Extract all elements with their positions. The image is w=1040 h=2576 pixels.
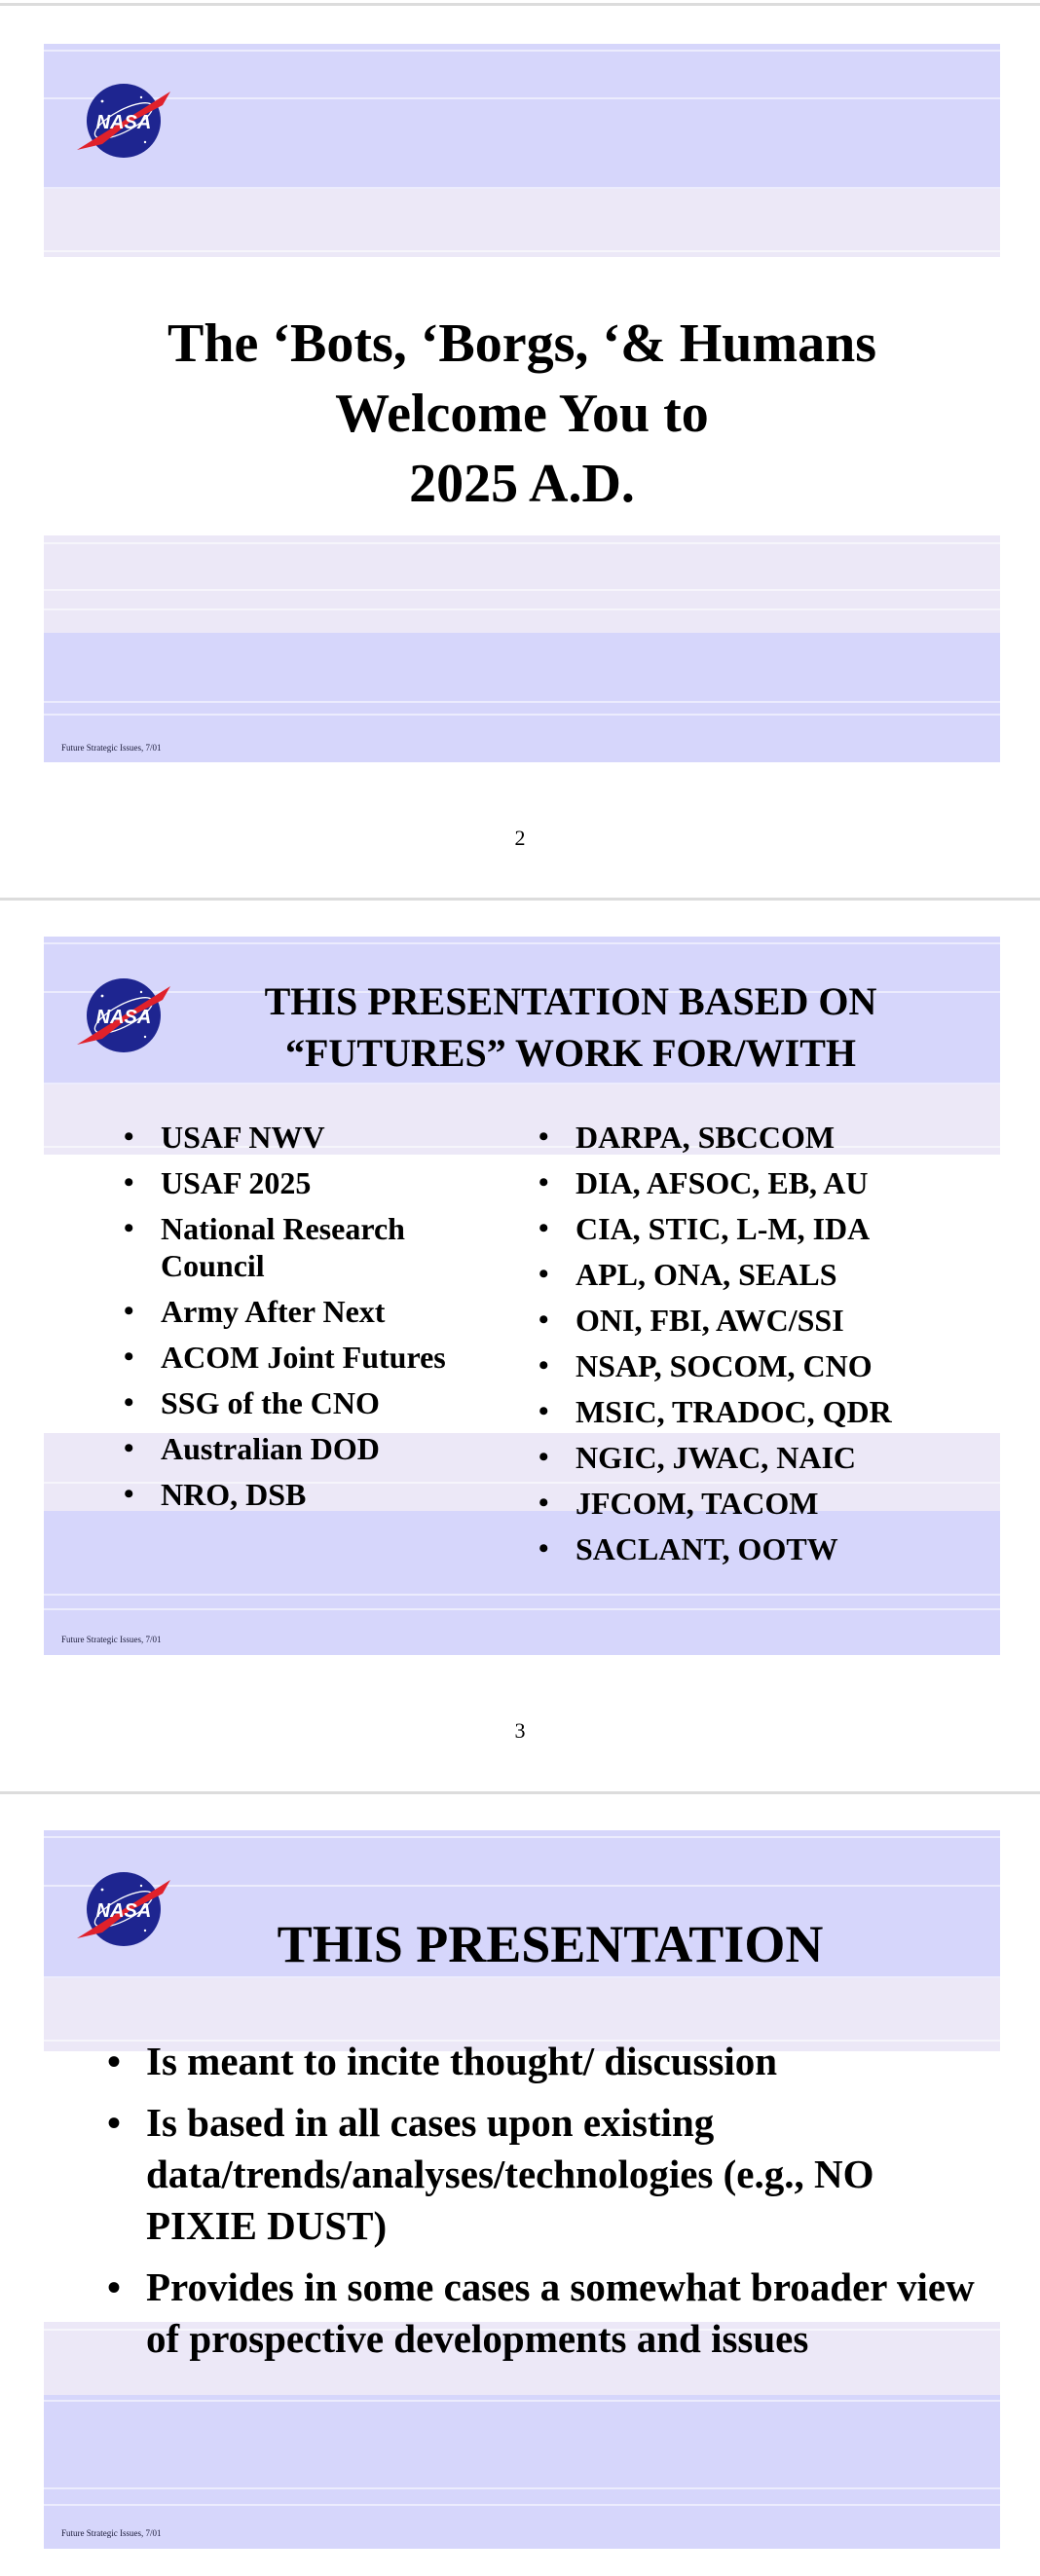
- slide-footer: Future Strategic Issues, 7/01: [61, 743, 162, 753]
- slide-footer: Future Strategic Issues, 7/01: [61, 2528, 162, 2538]
- list-item: • National Research Council: [124, 1210, 455, 1284]
- list-item: • Provides in some cases a somewhat broader view of prospective developments and issues: [107, 2262, 984, 2365]
- svg-text:NASA: NASA: [95, 112, 152, 133]
- list-item: • ACOM Joint Futures: [124, 1339, 455, 1376]
- page-separator: [0, 898, 1040, 901]
- partner-list-left: [124, 1119, 455, 1522]
- svg-text:NASA: NASA: [95, 1900, 152, 1922]
- list-item: • CIA, STIC, L-M, IDA: [539, 1210, 996, 1247]
- list-item: • NGIC, JWAC, NAIC: [539, 1439, 996, 1476]
- list-item: • SACLANT, OOTW: [539, 1530, 996, 1567]
- slide-3: [44, 1830, 1000, 2549]
- list-item: • SSG of the CNO: [124, 1384, 455, 1421]
- page-number: 2: [514, 826, 526, 850]
- slide-title: THIS PRESENTATION BASED ON “FUTURES” WORK FOR/WITH: [264, 979, 877, 1075]
- list-item: • Army After Next: [124, 1293, 455, 1330]
- list-item: • Is based in all cases upon existing data/trends/analyses/technologies (e.g., NO PIXIE DUST): [107, 2097, 984, 2252]
- slide-title: The ‘Bots, ‘Borgs, ‘& Humans Welcome You to 2025 A.D.: [167, 313, 877, 514]
- list-item: • APL, ONA, SEALS: [539, 1256, 996, 1293]
- nasa-logo-icon: [73, 1866, 174, 1948]
- page-separator: [0, 1791, 1040, 1794]
- list-item: • JFCOM, TACOM: [539, 1485, 996, 1522]
- page-separator: [0, 3, 1040, 6]
- slide-1: [44, 44, 1000, 762]
- list-item: • NSAP, SOCOM, CNO: [539, 1347, 996, 1384]
- list-item: • USAF NWV: [124, 1119, 455, 1156]
- slide-footer: Future Strategic Issues, 7/01: [61, 1635, 162, 1644]
- list-item: • NRO, DSB: [124, 1476, 455, 1513]
- list-item: • ONI, FBI, AWC/SSI: [539, 1302, 996, 1339]
- partner-list-right: [539, 1119, 996, 1576]
- list-item: • Australian DOD: [124, 1430, 455, 1467]
- list-item: • DARPA, SBCCOM: [539, 1119, 996, 1156]
- list-item: • MSIC, TRADOC, QDR: [539, 1393, 996, 1430]
- nasa-logo-icon: [73, 78, 174, 160]
- page-number: 3: [514, 1718, 526, 1743]
- svg-text:NASA: NASA: [95, 1007, 152, 1028]
- list-item: • USAF 2025: [124, 1164, 455, 1201]
- list-item: • DIA, AFSOC, EB, AU: [539, 1164, 996, 1201]
- slide-2: [44, 937, 1000, 1655]
- list-item: • Is meant to incite thought/ discussion: [107, 2036, 984, 2087]
- slide-title: THIS PRESENTATION: [277, 1915, 824, 1973]
- presentation-points: [107, 2036, 984, 2374]
